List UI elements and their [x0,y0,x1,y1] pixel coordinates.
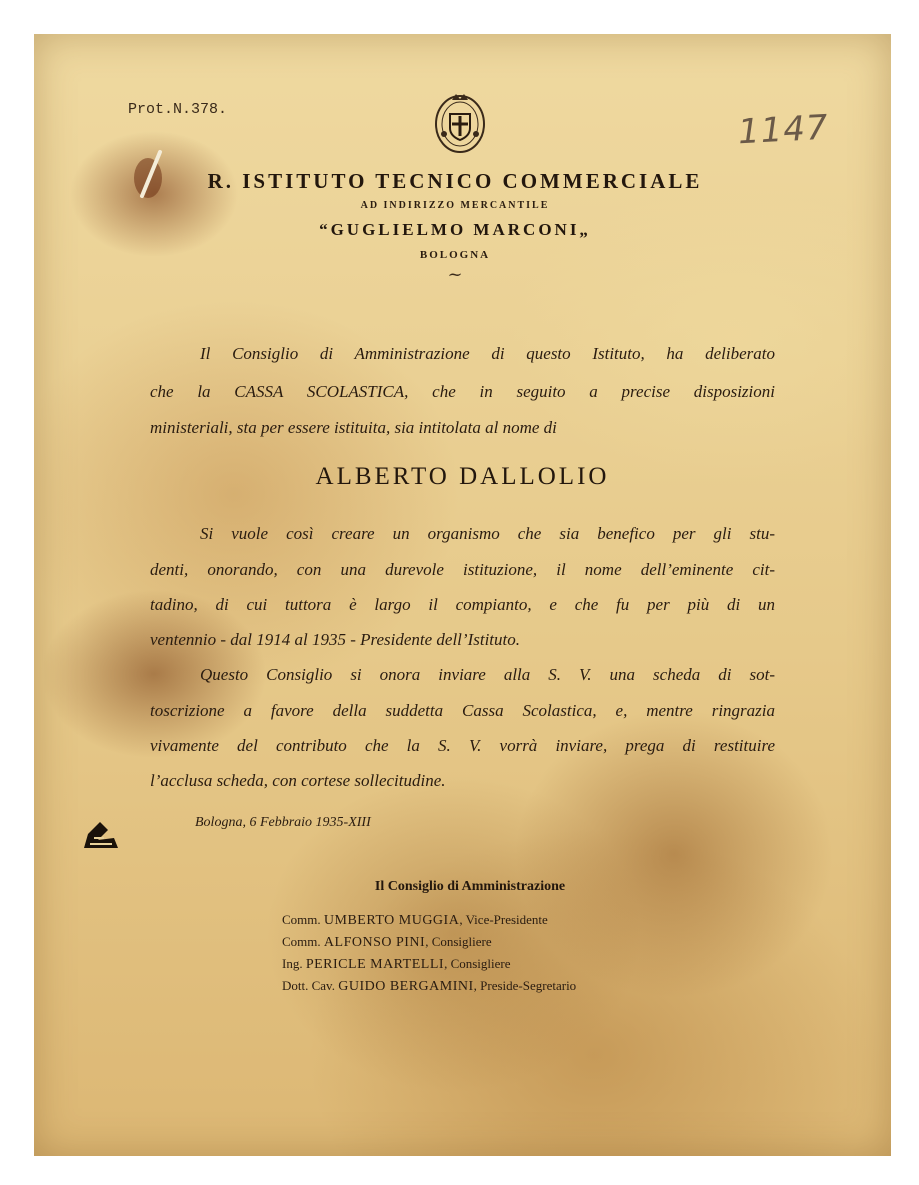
member-1-title: Comm. [282,912,321,927]
council-signature-heading: Il Consiglio di Amministrazione [374,879,566,894]
coat-of-arms-icon [432,90,488,154]
member-2-name: ALFONSO PINI [323,935,426,950]
member-1-name: UMBERTO MUGGIA [323,913,460,928]
intro-line-1: Il Consiglio di Amministrazione di questo Istituto, ha deliberato [200,344,775,363]
member-3-role: , Consigliere [444,956,511,971]
member-2 [282,934,492,951]
intro-line-2: che la CASSA SCOLASTICA, che in seguito a precise disposizioni [150,382,775,401]
stamp-mark-icon [80,818,124,852]
paragraph2-line-3: tadino, di cui tuttora è largo il compianto, e che fu per più di un [150,595,775,614]
paragraph3-line-4: l’acclusa scheda, con cortese sollecitudine. [150,771,446,790]
member-3-title: Ing. [282,956,303,971]
institute-name: R. ISTITUTO TECNICO COMMERCIALE [207,169,703,193]
paragraph2-line-2: denti, onorando, con una durevole istituzione, il nome dell’eminente cit- [150,560,775,579]
paragraph3-line-1: Questo Consiglio si onora inviare alla S. V. una scheda di sot- [200,665,775,684]
member-2-role: , Consigliere [425,934,492,949]
member-4-title: Dott. Cav. [282,978,335,993]
institute-city: BOLOGNA [419,249,491,261]
paragraph2-line-1: Si vuole così creare un organismo che sia benefico per gli stu- [200,524,775,543]
pin-hole-stain-icon [130,146,170,206]
honoree-name: ALBERTO DALLOLIO [315,463,610,490]
member-4-role: , Preside-Segretario [473,978,577,993]
paragraph2-line-4: ventennio - dal 1914 al 1935 - Presidente dell’Istituto. [150,630,520,649]
protocol-number: Prot.N.378. [128,101,228,118]
member-1-role: , Vice-Presidente [459,912,548,927]
document-date: Bologna, 6 Febbraio 1935-XIII [195,815,371,830]
paragraph3-line-2: toscrizione a favore della suddetta Cassa Scolastica, e, mentre ringrazia [150,701,775,720]
institute-dedication: “GUGLIELMO MARCONI„ [319,220,591,239]
institute-subtitle: AD INDIRIZZO MERCANTILE [360,200,550,211]
member-4-name: GUIDO BERGAMINI [338,979,474,994]
intro-line-3: ministeriali, sta per essere istituita, sia intitolata al nome di [150,418,557,437]
member-1 [282,912,548,929]
member-3-name: PERICLE MARTELLI [305,957,445,972]
paragraph3-line-3: vivamente del contributo che la S. V. vorrà inviare, prega di restituire [150,736,775,755]
member-4 [282,978,576,995]
member-2-title: Comm. [282,934,321,949]
handwritten-number: 1147 [737,107,830,153]
member-3 [282,956,511,973]
header-ornament: ~ [447,264,463,285]
